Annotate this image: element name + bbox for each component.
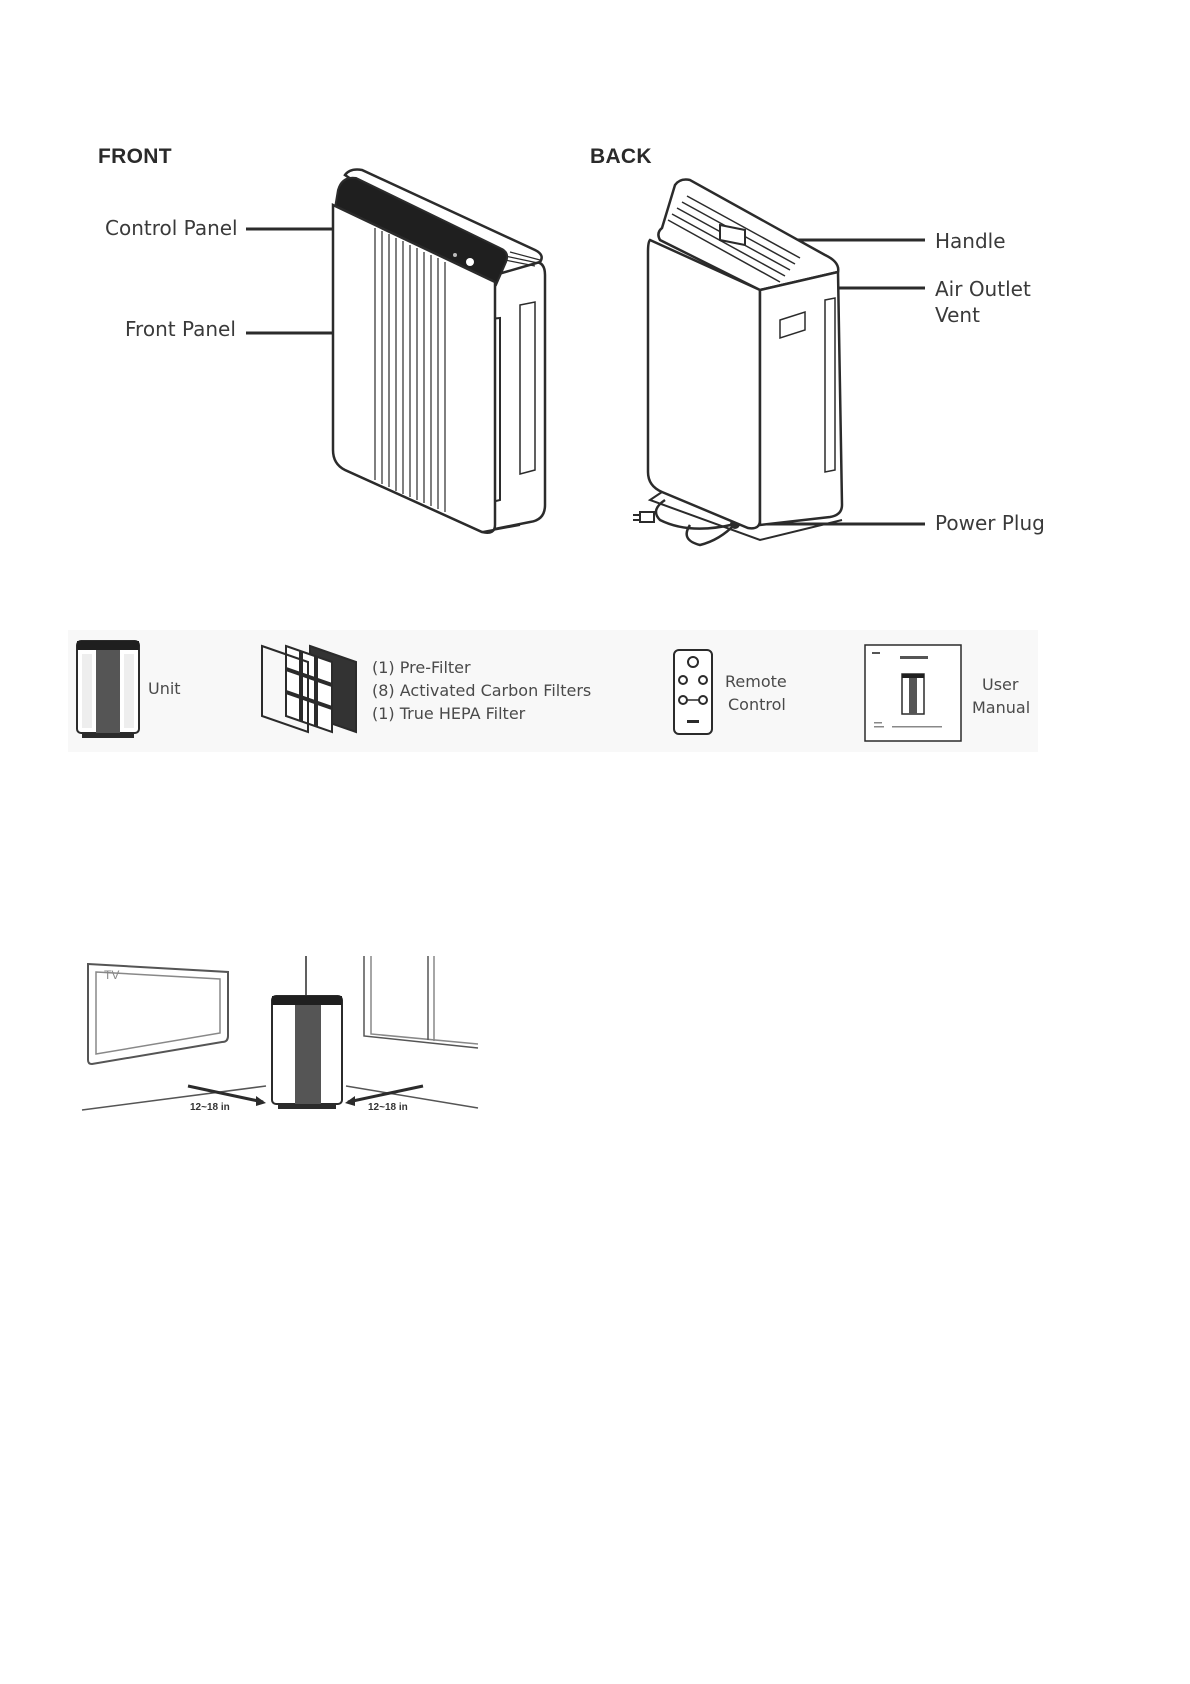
filter-item-3: (1) True HEPA Filter (372, 704, 526, 723)
tv-label: TV (104, 968, 120, 982)
placement-diagram (78, 936, 498, 1126)
air-outlet-vent-label-line1: Air Outlet (935, 277, 1031, 301)
remote-label-line1: Remote (725, 672, 787, 691)
filter-item-2: (8) Activated Carbon Filters (372, 681, 592, 700)
user-manual-icon (864, 644, 962, 742)
filter-item-1: (1) Pre-Filter (372, 658, 471, 677)
front-unit-illustration (240, 160, 560, 540)
right-distance-label: 12~18 in (368, 1102, 408, 1113)
manual-label-line1: User (982, 675, 1019, 694)
front-panel-label: Front Panel (125, 317, 236, 341)
remote-control-icon (672, 648, 714, 738)
power-plug-label: Power Plug (935, 511, 1045, 535)
placement-illustration (78, 936, 498, 1126)
unit-label: Unit (148, 679, 181, 698)
left-distance-label: 12~18 in (190, 1102, 230, 1113)
back-unit-illustration (630, 170, 940, 550)
handle-label: Handle (935, 229, 1006, 253)
control-panel-label: Control Panel (105, 216, 238, 240)
unit-thumbnail (76, 640, 140, 740)
air-outlet-vent-label-line2: Vent (935, 303, 980, 327)
back-title: BACK (590, 145, 652, 168)
filters-icon (260, 642, 360, 734)
plug-icon (640, 512, 654, 522)
manual-label-line2: Manual (972, 698, 1031, 717)
front-title: FRONT (98, 145, 172, 168)
remote-label-line2: Control (728, 695, 786, 714)
